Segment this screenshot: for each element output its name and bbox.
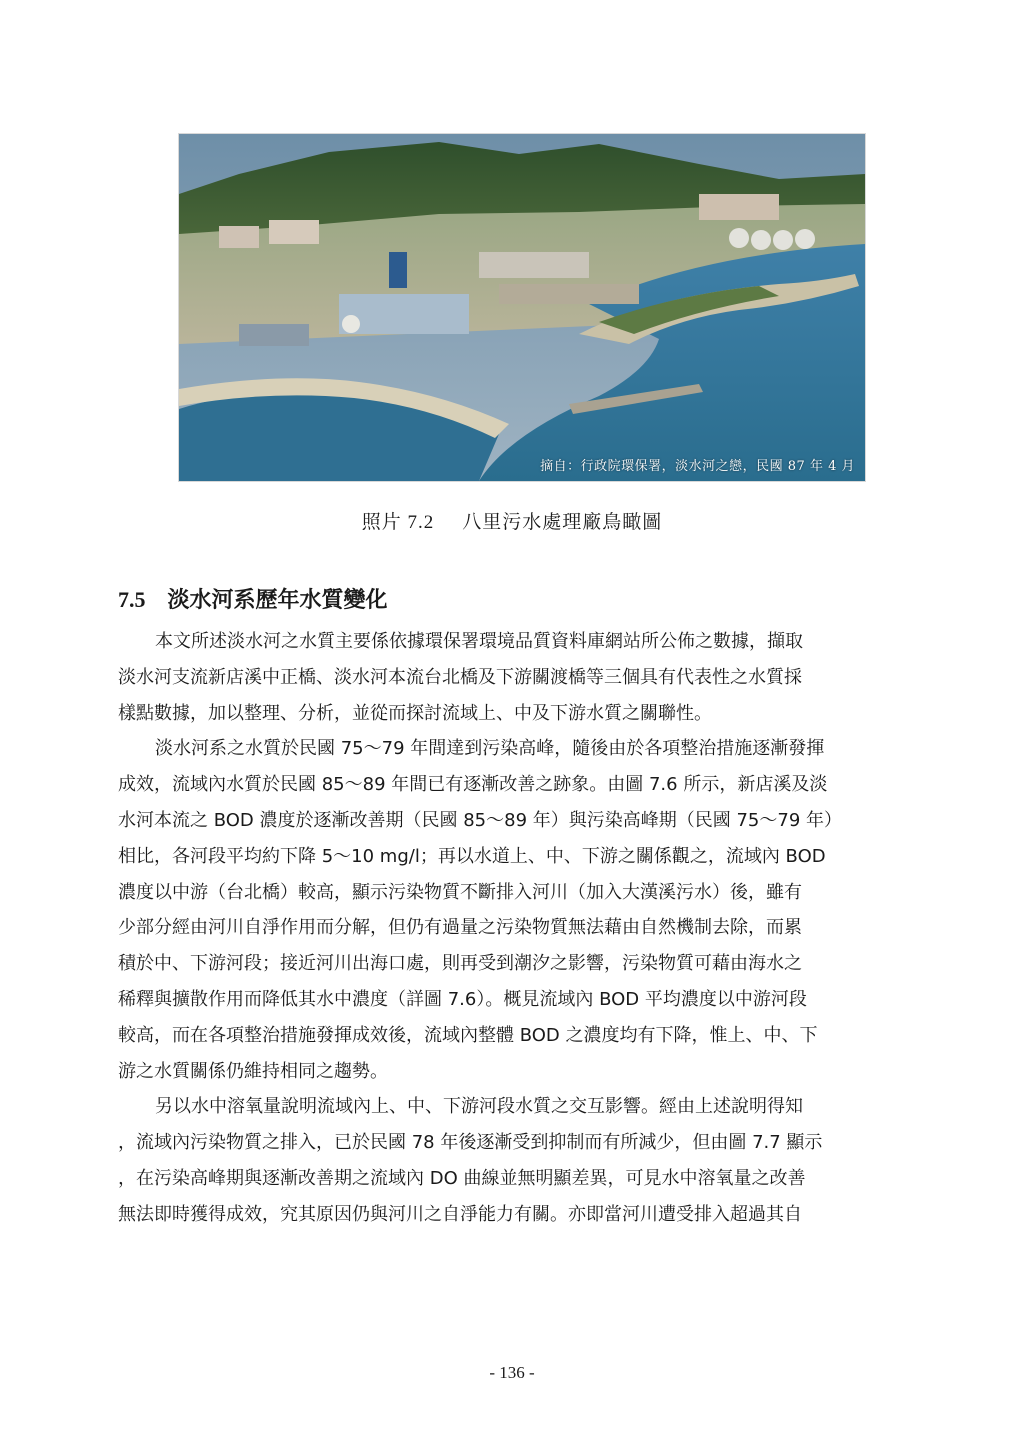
caption-title: 八里污水處理廠鳥瞰圖 <box>462 511 663 533</box>
section-heading <box>118 583 388 614</box>
paragraph-line: 積於中、下游河段；接近河川出海口處，則再受到潮汐之影響，污染物質可藉由海水之 <box>118 953 802 975</box>
paragraph-line: 另以水中溶氧量說明流域內上、中、下游河段水質之交互影響。經由上述說明得知 <box>155 1096 803 1118</box>
paragraph-line: 相比，各河段平均約下降 5～10 mg/l；再以水道上、中、下游之關係觀之，流域內 BOD <box>118 845 826 867</box>
caption-number: 照片 7.2 <box>361 512 435 533</box>
section-number: 7.5 <box>118 587 146 612</box>
paragraph-line: 較高，而在各項整治措施發揮成效後，流域內整體 BOD 之濃度均有下降，惟上、中、下 <box>118 1024 818 1046</box>
paragraph-line: 少部分經由河川自淨作用而分解，但仍有過量之污染物質無法藉由自然機制去除，而累 <box>118 917 802 939</box>
paragraph-line: 稀釋與擴散作用而降低其水中濃度（詳圖 7.6）。概見流域內 BOD 平均濃度以中游河段 <box>118 988 807 1010</box>
paragraph-line: 成效，流域內水質於民國 85～89 年間已有逐漸改善之跡象。由圖 7.6 所示，新店溪及淡 <box>118 774 828 796</box>
aerial-photo-illustration <box>179 134 865 481</box>
paragraph-line: ，流域內污染物質之排入，已於民國 78 年後逐漸受到抑制而有所減少，但由圖 7.7 顯示 <box>118 1132 823 1154</box>
paragraph-line: 水河本流之 BOD 濃度於逐漸改善期（民國 85～89 年）與污染高峰期（民國 75～79 年） <box>118 809 843 831</box>
figure-caption <box>0 507 1024 534</box>
paragraph-line: ，在污染高峰期與逐漸改善期之流域內 DO 曲線並無明顯差異，可見水中溶氧量之改善 <box>118 1167 806 1189</box>
paragraph-line: 淡水河支流新店溪中正橋、淡水河本流台北橋及下游關渡橋等三個具有代表性之水質採 <box>118 666 802 688</box>
body-text <box>118 624 926 1233</box>
paragraph-line: 淡水河系之水質於民國 75～79 年間達到污染高峰，隨後由於各項整治措施逐漸發揮 <box>155 738 825 760</box>
aerial-photo <box>178 133 866 482</box>
paragraph-line: 游之水質關係仍維持相同之趨勢。 <box>118 1060 388 1082</box>
paragraph-line: 無法即時獲得成效，究其原因仍與河川之自淨能力有關。亦即當河川遭受排入超過其自 <box>118 1203 802 1225</box>
page-number: - 136 - <box>489 1363 535 1382</box>
section-title: 淡水河系歷年水質變化 <box>167 588 388 613</box>
paragraph-line: 濃度以中游（台北橋）較高，顯示污染物質不斷排入河川（加入大漢溪污水）後，雖有 <box>118 881 802 903</box>
paragraph-line: 本文所述淡水河之水質主要係依據環保署環境品質資料庫網站所公佈之數據，擷取 <box>155 631 803 652</box>
photo-credit: 摘自：行政院環保署，淡水河之戀，民國 87 年 4 月 <box>540 459 855 474</box>
paragraph-line: 樣點數據，加以整理、分析，並從而探討流域上、中及下游水質之關聯性。 <box>118 702 712 724</box>
